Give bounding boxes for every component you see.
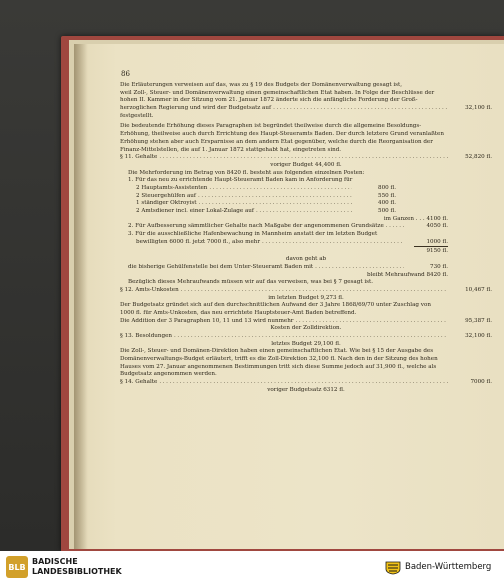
line-amount: 500 fl. — [378, 208, 396, 214]
dot-leader — [157, 379, 448, 387]
dot-leader — [271, 105, 448, 113]
line-amount: 95,387 fl. — [465, 317, 492, 324]
text-line — [120, 356, 492, 364]
dot-leader — [196, 200, 352, 208]
line-text: 3. Für die ausschließliche Hafenbewachung in Mannheim anstatt der im letzten Budget — [128, 231, 378, 238]
line-text: 2 Amtsdiener incl. einer Lokal-Zulage auf — [136, 208, 254, 214]
line-text: Bezüglich dieses Mehraufwands müssen wir auf das verweisen, was bei § 7 gesagt ist. — [128, 279, 374, 286]
line-amount: 800 fl. — [378, 184, 396, 191]
text-line — [120, 200, 492, 208]
line-text: Erhöhung stehen aber auch Ersparnisse an dem andern Etat gegenüber, welche durch die Reorganisation der — [120, 138, 433, 145]
line-text: § 14. Gehalte — [120, 379, 158, 386]
text-line — [120, 287, 492, 295]
line-amount: 400 fl. — [378, 200, 396, 207]
text-line — [120, 256, 492, 264]
text-line — [120, 310, 492, 318]
dot-leader — [196, 193, 352, 201]
dot-leader — [179, 287, 448, 295]
text-line — [120, 333, 492, 341]
text-line — [120, 208, 492, 216]
line-text: Domänenverwaltungs-Budget erläutert, trifft es die Zoll-Direktion 32,100 fl. Nach den in der Sitzung des hohen — [120, 356, 438, 363]
line-text: die bisherige Gehülfenstelle bei dem Unter-Steueramt Baden mit — [128, 263, 314, 270]
sum-rule — [414, 246, 448, 247]
dot-leader — [254, 208, 352, 216]
line-text: im letzten Budget 9,273 fl. — [268, 294, 344, 301]
text-line — [120, 295, 492, 303]
line-text: § 13. Besoldungen — [120, 333, 172, 339]
line-text: festgestellt. — [120, 112, 154, 119]
line-text: 2. Für Aufbesserung sämmtlicher Gehalte nach Maßgabe der angenommenen Grundsätze — [128, 223, 384, 230]
dot-leader — [260, 239, 404, 247]
line-text: Die Mehrforderung im Betrag von 8420 fl. besteht aus folgenden einzelnen Posten: — [128, 169, 365, 176]
text-line — [120, 223, 492, 231]
line-text: Der Budgetsatz gründet sich auf den durchschnittlichen Aufwand der 3 Jahre 1868/69/70 unter Zuschlag von — [120, 302, 431, 309]
text-line — [120, 216, 492, 224]
line-amount: 550 fl. — [378, 192, 396, 199]
dot-leader — [313, 264, 404, 272]
page-text — [120, 82, 492, 395]
line-text: bewilligten 6000 fl. jetzt 7000 fl., also mehr — [136, 238, 261, 245]
blb-name-line1: BADISCHE — [32, 557, 78, 566]
text-line — [120, 231, 492, 239]
text-line — [120, 387, 492, 395]
text-line — [120, 248, 492, 256]
text-line — [120, 177, 492, 185]
text-line — [120, 123, 492, 131]
line-text: weil Zoll-, Steuer- und Domänenverwaltung einen gemeinschaftlichen Etat haben. In Folge der Beschlüsse der — [120, 89, 435, 96]
line-text: im Ganzen . . . 4100 fl. — [383, 215, 448, 222]
dot-leader — [207, 185, 352, 193]
text-line — [120, 193, 492, 201]
text-line — [120, 272, 492, 280]
blb-name-line2: LANDESBIBLIOTHEK — [32, 567, 122, 576]
line-text: herzoglichen Regierung und wird der Budgetsatz auf — [120, 105, 272, 112]
dot-leader — [384, 223, 404, 231]
text-line — [120, 113, 492, 121]
line-text: bleibt Mehraufwand 8420 fl. — [366, 271, 448, 278]
text-line — [120, 302, 492, 310]
blb-logo-text[interactable] — [32, 557, 122, 577]
footer-bar — [0, 551, 504, 584]
text-line — [120, 97, 492, 105]
text-line — [120, 147, 492, 155]
dot-leader — [172, 333, 448, 341]
line-text: 1 ständiger Oktroyist — [136, 200, 197, 207]
page-number: 86 — [121, 70, 130, 78]
text-line — [120, 371, 492, 379]
line-text: 1. Für das neu zu errichtende Haupt-Steueramt Baden kam in Anforderung für — [128, 177, 353, 184]
line-text: § 12. Amts-Unkosten — [120, 286, 179, 293]
text-line — [120, 239, 492, 247]
line-text: 9150 fl. — [426, 248, 448, 255]
line-text: 1000 fl. für Amts-Unkosten, das neu errichtete Hauptsteuer-Amt Baden betreffend. — [120, 309, 357, 316]
line-text: Hauses vom 27. Januar angenommenen Bestimmungen tritt sich diese Summe jedoch auf 31,900 fl., welche als — [120, 363, 437, 370]
text-line — [120, 131, 492, 139]
text-line — [120, 154, 492, 162]
dot-leader — [293, 318, 448, 326]
line-amount: 32,100 fl. — [465, 105, 492, 112]
blb-logo-badge[interactable]: BLB — [6, 556, 28, 578]
bw-logo-text[interactable]: Baden-Württemberg — [405, 562, 492, 572]
text-line — [120, 139, 492, 147]
line-text: Die bedeutende Erhöhung dieses Paragraphen ist begründet theilweise durch die allgemeine Besoldungs- — [120, 123, 422, 130]
line-text: Die Zoll-, Steuer- und Domänen-Direktion haben einen gemeinschaftlichen Etat. Wie bei § 15 der Ausgabe des — [120, 348, 434, 355]
line-amount: 4050 fl. — [426, 223, 448, 230]
text-line — [120, 170, 492, 178]
line-text: Finanz-Mittelstellen, die auf 1. Januar 1872 stattgehabt hat, eingetreten sind. — [120, 146, 342, 153]
line-text: letztes Budget 29,100 fl. — [271, 340, 341, 347]
line-text: 2 Steuergehülfen auf — [136, 192, 196, 199]
text-line — [120, 364, 492, 372]
text-line — [120, 105, 492, 113]
text-line — [120, 341, 492, 349]
line-text: 2 Hauptamts-Assistenten — [136, 184, 208, 191]
text-line — [120, 325, 492, 333]
line-text: Budgetsatz angenommen werden. — [120, 371, 217, 378]
line-text: hohen II. Kammer in der Sitzung vom 21. Januar 1872 änderte sich die anfängliche Forderung der Groß- — [120, 97, 418, 104]
line-text: § 11. Gehalte — [120, 154, 158, 161]
text-line — [120, 264, 492, 272]
line-text: Die Addition der 3 Paragraphen 10, 11 und 13 wird nunmehr — [120, 317, 294, 324]
line-text: voriger Budget 44,400 fl. — [270, 161, 342, 168]
line-amount: 52,820 fl. — [465, 154, 492, 161]
text-line — [120, 185, 492, 193]
text-line — [120, 348, 492, 356]
dot-leader — [157, 154, 448, 162]
line-text: voriger Budgetsatz 6312 fl. — [267, 386, 345, 393]
text-line — [120, 279, 492, 287]
line-amount: 32,100 fl. — [465, 333, 492, 339]
spine-shadow — [74, 44, 88, 549]
line-text: Erhöhung, theilweise auch durch Errichtung des Haupt-Steueramts Baden. Der durch letztere Grund veranlaßten — [120, 131, 444, 138]
text-line — [120, 162, 492, 170]
line-text: Kosten der Zolldirektion. — [270, 325, 342, 332]
book-page — [74, 44, 504, 549]
line-amount: 10,467 fl. — [465, 286, 492, 293]
text-line — [120, 318, 492, 326]
line-text: Die Erläuterungen verweisen auf das, was zu § 19 des Budgets der Domänenverwaltung gesagt ist, — [120, 82, 403, 88]
line-amount: 7000 fl. — [470, 379, 492, 386]
text-line — [120, 379, 492, 387]
bw-coat-of-arms-icon[interactable] — [384, 560, 402, 575]
line-amount: 730 fl. — [430, 263, 448, 270]
text-line — [120, 90, 492, 98]
text-line — [120, 82, 492, 90]
line-amount: 1000 fl. — [426, 238, 448, 245]
line-text: davon geht ab — [285, 256, 327, 263]
